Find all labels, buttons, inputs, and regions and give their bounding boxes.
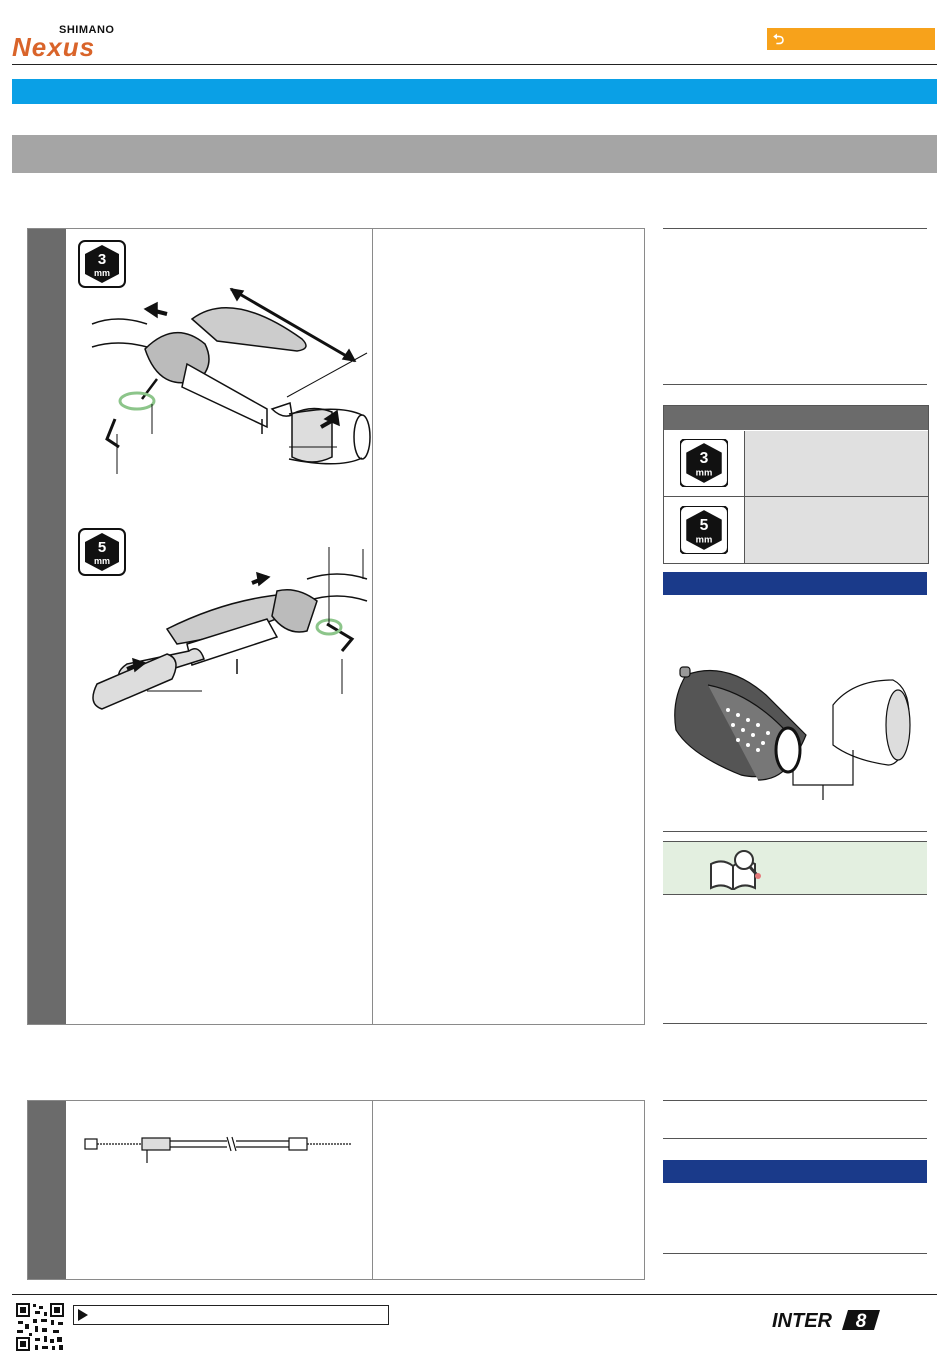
badge-5-size: 5 <box>97 539 107 556</box>
note-header-1 <box>663 572 927 595</box>
back-button[interactable] <box>767 28 935 50</box>
badge-3-unit: mm <box>93 268 111 278</box>
tool-row-1-desc-cell <box>745 431 928 497</box>
grip-illustration <box>668 655 923 805</box>
qr-code[interactable] <box>15 1302 65 1352</box>
inter8-logo <box>770 1307 885 1338</box>
right-rule-7 <box>663 1253 927 1254</box>
svg-text:mm: mm <box>695 533 713 545</box>
manual-search-icon[interactable] <box>708 848 762 890</box>
step-2-panel <box>27 1100 645 1280</box>
svg-text:3: 3 <box>699 450 709 467</box>
subsection-title-bar <box>12 135 937 173</box>
right-rule-4 <box>663 1023 927 1024</box>
brand-name: SHIMANO <box>59 24 115 36</box>
shifter-lever-assembly-top <box>92 289 370 474</box>
hex-wrench-3mm-icon <box>680 439 728 487</box>
tool-row-2-icon-cell <box>664 497 745 563</box>
play-icon <box>78 1309 88 1321</box>
right-rule-2 <box>663 384 927 385</box>
return-arrow-icon: ⮌ <box>773 31 785 47</box>
video-link-box[interactable] <box>73 1305 389 1325</box>
right-rule-1 <box>663 228 927 229</box>
tool-row-1-icon-cell <box>664 431 745 497</box>
step-2-tab <box>28 1101 66 1279</box>
note-header-2 <box>663 1160 927 1183</box>
svg-text:5: 5 <box>699 517 709 534</box>
right-rule-3 <box>663 831 927 832</box>
cable-illustration <box>67 1101 372 1279</box>
step-1-illustration <box>67 229 372 1024</box>
right-rule-5 <box>663 1100 927 1101</box>
hex-wrench-5mm-badge <box>79 529 125 575</box>
tool-table <box>663 405 929 564</box>
badge-3-size: 3 <box>97 251 107 268</box>
svg-text:mm: mm <box>695 466 713 478</box>
footer-rule <box>12 1294 937 1295</box>
hex-wrench-5mm-icon <box>680 506 728 554</box>
step-1-panel <box>27 228 645 1025</box>
tool-table-header <box>664 406 928 430</box>
badge-5-unit: mm <box>93 556 111 566</box>
inter8-logo-number: 8 <box>855 1311 867 1332</box>
tool-row-2-desc-cell <box>745 497 928 563</box>
reference-box <box>663 841 927 895</box>
header-rule <box>12 64 937 65</box>
step-1-divider <box>372 229 373 1024</box>
right-rule-6 <box>663 1138 927 1139</box>
inter8-logo-text: INTER <box>772 1310 832 1332</box>
step-1-tab <box>28 229 66 1024</box>
brand-logo <box>12 24 137 60</box>
shifter-lever-assembly-bottom <box>93 547 367 709</box>
section-title-bar <box>12 79 937 104</box>
hex-wrench-3mm-badge <box>79 241 125 287</box>
step-2-divider <box>372 1101 373 1279</box>
product-name: Nexus <box>12 32 96 62</box>
